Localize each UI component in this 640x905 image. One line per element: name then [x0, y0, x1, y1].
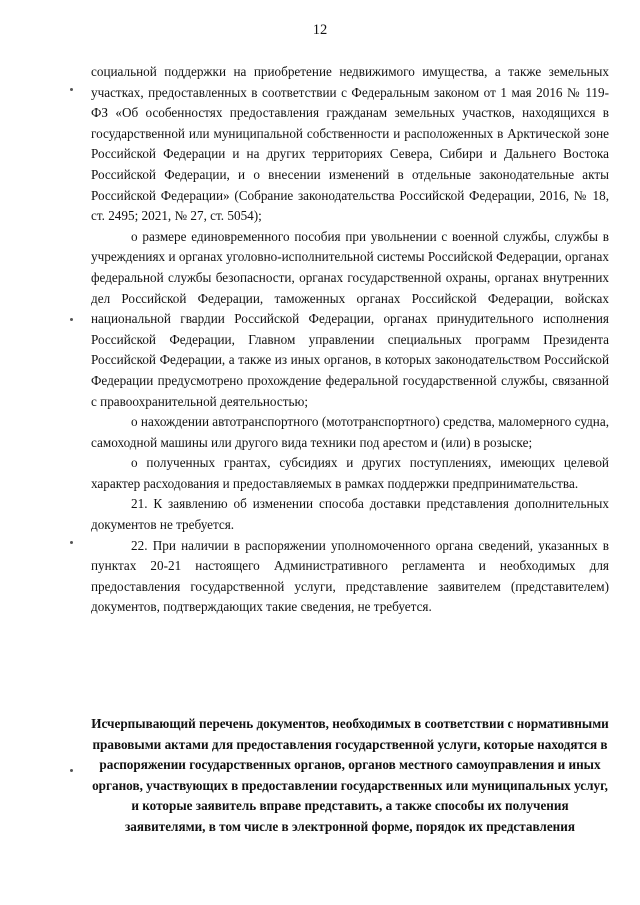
margin-mark	[70, 769, 73, 772]
margin-mark	[70, 88, 73, 91]
paragraph-item-22: 22. При наличии в распоряжении уполномоченного органа сведений, указанных в пунктах 20-21 настоящего Административного регламента и необходимых для предоставления государственной услуги, представление заявителем (представителем) документов, подтверждающих такие сведения, не требуется.	[91, 537, 609, 615]
paragraph-item-21: 21. К заявлению об изменении способа доставки представления дополнительных документов не требуется.	[91, 496, 609, 533]
margin-mark	[70, 318, 73, 321]
section-heading: Исчерпывающий перечень документов, необходимых в соответствии с нормативными правовыми актами для предоставления государственной услуги, которые находятся в распоряжении государственных органов, органов местного самоуправления и иных органов, участвующих в предоставлении государственных или муниципальных услуг, и которые заявитель вправе представить, а также способы их получения заявителями, в том числе в электронной форме, порядок их представления	[91, 716, 609, 834]
paragraph-social-support: социальной поддержки на приобретение недвижимого имущества, а также земельных участках, предоставленных в соответствии с Федеральным законом от 1 мая 2016 № 119-ФЗ «Об особенностях предоставления гражданам земельных участков, находящихся в государственной или муниципальной собственности и расположенных в Арктической зоне Российской Федерации и на других территориях Севера, Сибири и Дальнего Востока Российской Федерации, и о внесении изменений в отдельные законодательные акты Российской Федерации» (Собрание законодательства Российской Федерации, 2016, № 18, ст. 2495; 2021, № 27, ст. 5054);	[91, 64, 609, 224]
paragraph-allowance: о размере единовременного пособия при увольнении с военной службы, службы в учреждениях и органах уголовно-исполнительной системы Российской Федерации, органах федеральной службы безопасности, органах государственной охраны, органах внутренних дел Российской Федерации, таможенных органах Российской Федерации, войсках национальной гвардии Российской Федерации, органах принудительного исполнения Российской Федерации, Главном управлении специальных программ Президента Российской Федерации, а также из иных органов, в которых законодательством Российской Федерации предусмотрено прохождение федеральной государственной службы, связанной с правоохранительной деятельностью;	[91, 228, 609, 409]
margin-mark	[70, 541, 73, 544]
document-body	[91, 62, 609, 618]
page-number: 12	[312, 22, 328, 38]
paragraph-grants: о полученных грантах, субсидиях и других поступлениях, имеющих целевой характер расходования и предоставляемых в рамках поддержки предпринимательства.	[91, 455, 609, 491]
paragraph-vehicle-arrest: о нахождении автотранспортного (мототранспортного) средства, маломерного судна, самоходной машины или другого вида техники под арестом и (или) в розыске;	[91, 414, 609, 450]
